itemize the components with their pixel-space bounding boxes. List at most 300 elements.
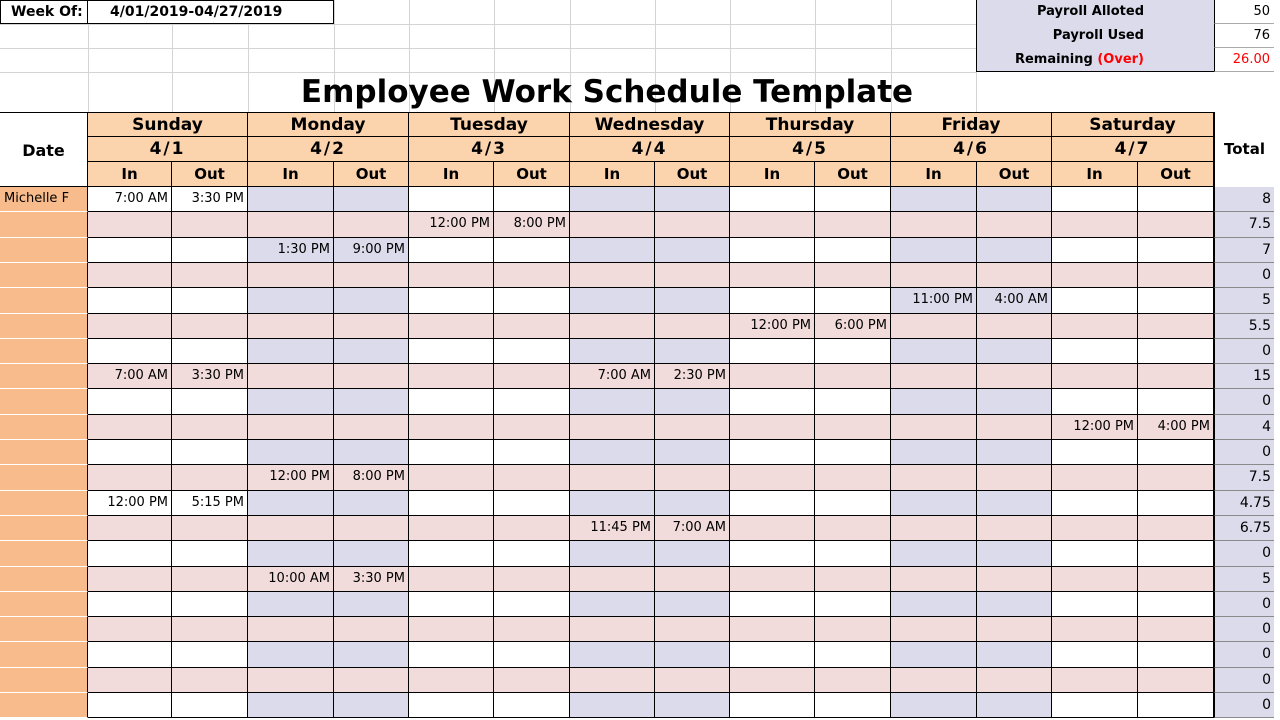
out-time-cell[interactable]: [977, 567, 1052, 592]
out-time-cell[interactable]: 3:30 PM: [172, 187, 248, 212]
row-total-cell[interactable]: 0: [1214, 693, 1274, 718]
in-time-cell[interactable]: [730, 668, 815, 693]
in-time-cell[interactable]: [891, 668, 977, 693]
out-time-cell[interactable]: [494, 693, 570, 718]
in-time-cell[interactable]: [570, 238, 655, 263]
out-time-cell[interactable]: [172, 288, 248, 314]
in-time-cell[interactable]: 12:00 PM: [248, 465, 334, 491]
employee-name-cell[interactable]: [0, 491, 88, 516]
in-time-cell[interactable]: [891, 389, 977, 415]
out-time-cell[interactable]: [815, 238, 891, 263]
in-time-cell[interactable]: [409, 238, 494, 263]
in-time-cell[interactable]: [1052, 617, 1138, 642]
out-time-cell[interactable]: [815, 364, 891, 389]
in-time-cell[interactable]: [570, 212, 655, 238]
in-time-cell[interactable]: [88, 288, 172, 314]
out-time-cell[interactable]: [1138, 617, 1214, 642]
out-time-cell[interactable]: [334, 314, 409, 339]
out-time-cell[interactable]: [494, 668, 570, 693]
in-time-cell[interactable]: [1052, 263, 1138, 288]
out-time-cell[interactable]: [172, 642, 248, 668]
out-time-cell[interactable]: [334, 491, 409, 516]
in-time-cell[interactable]: [1052, 642, 1138, 668]
out-time-cell[interactable]: [815, 693, 891, 718]
out-time-cell[interactable]: [494, 491, 570, 516]
in-time-cell[interactable]: [570, 592, 655, 617]
out-time-cell[interactable]: [334, 516, 409, 541]
out-time-cell[interactable]: 8:00 PM: [494, 212, 570, 238]
in-time-cell[interactable]: [570, 541, 655, 567]
out-time-cell[interactable]: [334, 415, 409, 440]
out-time-cell[interactable]: [655, 617, 730, 642]
week-of-value[interactable]: 4/01/2019-04/27/2019: [88, 0, 334, 24]
in-time-cell[interactable]: [409, 389, 494, 415]
in-time-cell[interactable]: [730, 187, 815, 212]
out-time-cell[interactable]: [172, 389, 248, 415]
out-time-cell[interactable]: [977, 212, 1052, 238]
out-time-cell[interactable]: [655, 541, 730, 567]
out-time-cell[interactable]: [1138, 212, 1214, 238]
out-time-cell[interactable]: [172, 238, 248, 263]
out-time-cell[interactable]: [977, 668, 1052, 693]
out-time-cell[interactable]: [172, 465, 248, 491]
in-time-cell[interactable]: [88, 567, 172, 592]
in-time-cell[interactable]: [409, 465, 494, 491]
out-time-cell[interactable]: [172, 668, 248, 693]
in-time-cell[interactable]: [409, 314, 494, 339]
employee-name-cell[interactable]: [0, 288, 88, 314]
out-time-cell[interactable]: [977, 541, 1052, 567]
out-time-cell[interactable]: [815, 339, 891, 364]
employee-name-cell[interactable]: [0, 617, 88, 642]
out-time-cell[interactable]: [494, 440, 570, 465]
out-time-cell[interactable]: 6:00 PM: [815, 314, 891, 339]
row-total-cell[interactable]: 0: [1214, 389, 1274, 415]
in-time-cell[interactable]: [248, 617, 334, 642]
out-time-cell[interactable]: [1138, 541, 1214, 567]
row-total-cell[interactable]: 15: [1214, 364, 1274, 389]
out-time-cell[interactable]: [977, 187, 1052, 212]
out-time-cell[interactable]: [815, 288, 891, 314]
out-time-cell[interactable]: [815, 541, 891, 567]
out-time-cell[interactable]: [977, 693, 1052, 718]
in-time-cell[interactable]: [409, 263, 494, 288]
in-time-cell[interactable]: [891, 567, 977, 592]
out-time-cell[interactable]: [655, 592, 730, 617]
in-time-cell[interactable]: [88, 238, 172, 263]
out-time-cell[interactable]: [494, 465, 570, 491]
in-time-cell[interactable]: [248, 693, 334, 718]
out-time-cell[interactable]: [1138, 567, 1214, 592]
payroll-alloted-value[interactable]: 50: [1214, 0, 1274, 24]
out-time-cell[interactable]: [815, 592, 891, 617]
in-time-cell[interactable]: [891, 642, 977, 668]
out-time-cell[interactable]: [977, 364, 1052, 389]
out-time-cell[interactable]: [334, 288, 409, 314]
out-time-cell[interactable]: [494, 339, 570, 364]
out-time-cell[interactable]: [172, 516, 248, 541]
employee-name-cell[interactable]: [0, 212, 88, 238]
out-time-cell[interactable]: [334, 263, 409, 288]
in-time-cell[interactable]: [88, 668, 172, 693]
row-total-cell[interactable]: 0: [1214, 592, 1274, 617]
in-time-cell[interactable]: [248, 314, 334, 339]
in-time-cell[interactable]: [409, 592, 494, 617]
in-time-cell[interactable]: 7:00 AM: [88, 364, 172, 389]
in-time-cell[interactable]: [88, 693, 172, 718]
in-time-cell[interactable]: [409, 567, 494, 592]
employee-name-cell[interactable]: [0, 263, 88, 288]
in-time-cell[interactable]: [891, 491, 977, 516]
in-time-cell[interactable]: [248, 389, 334, 415]
out-time-cell[interactable]: [655, 263, 730, 288]
in-time-cell[interactable]: [730, 389, 815, 415]
in-time-cell[interactable]: [891, 187, 977, 212]
in-time-cell[interactable]: [730, 212, 815, 238]
out-time-cell[interactable]: [494, 567, 570, 592]
out-time-cell[interactable]: [977, 415, 1052, 440]
out-time-cell[interactable]: [334, 187, 409, 212]
in-time-cell[interactable]: [570, 465, 655, 491]
out-time-cell[interactable]: [977, 339, 1052, 364]
in-time-cell[interactable]: [409, 440, 494, 465]
employee-name-cell[interactable]: [0, 238, 88, 263]
row-total-cell[interactable]: 5.5: [1214, 314, 1274, 339]
out-time-cell[interactable]: [655, 668, 730, 693]
out-time-cell[interactable]: [1138, 592, 1214, 617]
row-total-cell[interactable]: 5: [1214, 288, 1274, 314]
in-time-cell[interactable]: 10:00 AM: [248, 567, 334, 592]
employee-name-cell[interactable]: [0, 592, 88, 617]
in-time-cell[interactable]: [730, 541, 815, 567]
in-time-cell[interactable]: 12:00 PM: [730, 314, 815, 339]
in-time-cell[interactable]: [1052, 465, 1138, 491]
out-time-cell[interactable]: [334, 212, 409, 238]
in-time-cell[interactable]: [88, 212, 172, 238]
row-total-cell[interactable]: 7: [1214, 238, 1274, 263]
out-time-cell[interactable]: [977, 642, 1052, 668]
out-time-cell[interactable]: [334, 642, 409, 668]
out-time-cell[interactable]: [1138, 642, 1214, 668]
out-time-cell[interactable]: [494, 364, 570, 389]
out-time-cell[interactable]: [334, 693, 409, 718]
out-time-cell[interactable]: [1138, 491, 1214, 516]
in-time-cell[interactable]: [88, 516, 172, 541]
out-time-cell[interactable]: [172, 212, 248, 238]
employee-name-cell[interactable]: [0, 364, 88, 389]
out-time-cell[interactable]: [1138, 440, 1214, 465]
out-time-cell[interactable]: [172, 693, 248, 718]
out-time-cell[interactable]: 9:00 PM: [334, 238, 409, 263]
out-time-cell[interactable]: [655, 389, 730, 415]
out-time-cell[interactable]: [1138, 389, 1214, 415]
row-total-cell[interactable]: 5: [1214, 567, 1274, 592]
row-total-cell[interactable]: 0: [1214, 617, 1274, 642]
out-time-cell[interactable]: [977, 592, 1052, 617]
in-time-cell[interactable]: [248, 212, 334, 238]
out-time-cell[interactable]: 3:30 PM: [172, 364, 248, 389]
in-time-cell[interactable]: [409, 339, 494, 364]
in-time-cell[interactable]: 12:00 PM: [1052, 415, 1138, 440]
in-time-cell[interactable]: [1052, 364, 1138, 389]
in-time-cell[interactable]: 11:00 PM: [891, 288, 977, 314]
row-total-cell[interactable]: 6.75: [1214, 516, 1274, 541]
out-time-cell[interactable]: [977, 440, 1052, 465]
in-time-cell[interactable]: [1052, 238, 1138, 263]
out-time-cell[interactable]: [172, 263, 248, 288]
out-time-cell[interactable]: [334, 541, 409, 567]
in-time-cell[interactable]: [88, 465, 172, 491]
out-time-cell[interactable]: [172, 567, 248, 592]
out-time-cell[interactable]: [1138, 314, 1214, 339]
in-time-cell[interactable]: [891, 415, 977, 440]
in-time-cell[interactable]: [570, 567, 655, 592]
in-time-cell[interactable]: [730, 642, 815, 668]
in-time-cell[interactable]: 7:00 AM: [88, 187, 172, 212]
employee-name-cell[interactable]: [0, 440, 88, 465]
in-time-cell[interactable]: [730, 516, 815, 541]
out-time-cell[interactable]: [334, 339, 409, 364]
out-time-cell[interactable]: [172, 314, 248, 339]
in-time-cell[interactable]: [248, 288, 334, 314]
out-time-cell[interactable]: [172, 541, 248, 567]
out-time-cell[interactable]: [494, 617, 570, 642]
in-time-cell[interactable]: [409, 187, 494, 212]
out-time-cell[interactable]: [815, 465, 891, 491]
employee-name-cell[interactable]: [0, 389, 88, 415]
in-time-cell[interactable]: [409, 693, 494, 718]
in-time-cell[interactable]: [570, 187, 655, 212]
out-time-cell[interactable]: [815, 212, 891, 238]
out-time-cell[interactable]: [494, 389, 570, 415]
out-time-cell[interactable]: [655, 465, 730, 491]
in-time-cell[interactable]: [570, 288, 655, 314]
out-time-cell[interactable]: [1138, 263, 1214, 288]
in-time-cell[interactable]: [891, 541, 977, 567]
in-time-cell[interactable]: [570, 617, 655, 642]
out-time-cell[interactable]: [1138, 339, 1214, 364]
out-time-cell[interactable]: 5:15 PM: [172, 491, 248, 516]
in-time-cell[interactable]: 11:45 PM: [570, 516, 655, 541]
in-time-cell[interactable]: [570, 339, 655, 364]
out-time-cell[interactable]: [334, 668, 409, 693]
in-time-cell[interactable]: [730, 364, 815, 389]
employee-name-cell[interactable]: [0, 668, 88, 693]
out-time-cell[interactable]: [172, 440, 248, 465]
in-time-cell[interactable]: [1052, 693, 1138, 718]
in-time-cell[interactable]: [248, 187, 334, 212]
out-time-cell[interactable]: [1138, 187, 1214, 212]
in-time-cell[interactable]: [891, 314, 977, 339]
in-time-cell[interactable]: [409, 642, 494, 668]
employee-name-cell[interactable]: [0, 693, 88, 718]
in-time-cell[interactable]: 12:00 PM: [88, 491, 172, 516]
out-time-cell[interactable]: 8:00 PM: [334, 465, 409, 491]
in-time-cell[interactable]: [570, 263, 655, 288]
in-time-cell[interactable]: [409, 415, 494, 440]
in-time-cell[interactable]: [88, 440, 172, 465]
in-time-cell[interactable]: [409, 364, 494, 389]
out-time-cell[interactable]: [977, 263, 1052, 288]
in-time-cell[interactable]: [570, 415, 655, 440]
in-time-cell[interactable]: [248, 541, 334, 567]
in-time-cell[interactable]: [88, 339, 172, 364]
employee-name-cell[interactable]: [0, 339, 88, 364]
row-total-cell[interactable]: 0: [1214, 668, 1274, 693]
row-total-cell[interactable]: 7.5: [1214, 212, 1274, 238]
out-time-cell[interactable]: [655, 415, 730, 440]
in-time-cell[interactable]: [248, 668, 334, 693]
employee-name-cell[interactable]: [0, 567, 88, 592]
in-time-cell[interactable]: [730, 263, 815, 288]
out-time-cell[interactable]: [655, 642, 730, 668]
in-time-cell[interactable]: [891, 693, 977, 718]
out-time-cell[interactable]: [655, 288, 730, 314]
out-time-cell[interactable]: [172, 339, 248, 364]
out-time-cell[interactable]: [494, 516, 570, 541]
in-time-cell[interactable]: [88, 617, 172, 642]
out-time-cell[interactable]: 4:00 PM: [1138, 415, 1214, 440]
out-time-cell[interactable]: [494, 187, 570, 212]
out-time-cell[interactable]: [815, 389, 891, 415]
out-time-cell[interactable]: [1138, 668, 1214, 693]
out-time-cell[interactable]: [815, 642, 891, 668]
out-time-cell[interactable]: [494, 263, 570, 288]
in-time-cell[interactable]: [88, 314, 172, 339]
employee-name-cell[interactable]: [0, 415, 88, 440]
in-time-cell[interactable]: 1:30 PM: [248, 238, 334, 263]
in-time-cell[interactable]: [1052, 592, 1138, 617]
in-time-cell[interactable]: [248, 491, 334, 516]
in-time-cell[interactable]: [570, 491, 655, 516]
employee-name-cell[interactable]: [0, 642, 88, 668]
in-time-cell[interactable]: [570, 314, 655, 339]
in-time-cell[interactable]: 7:00 AM: [570, 364, 655, 389]
in-time-cell[interactable]: [730, 491, 815, 516]
out-time-cell[interactable]: [977, 465, 1052, 491]
in-time-cell[interactable]: [891, 440, 977, 465]
in-time-cell[interactable]: [248, 339, 334, 364]
in-time-cell[interactable]: [730, 288, 815, 314]
out-time-cell[interactable]: [815, 617, 891, 642]
in-time-cell[interactable]: [88, 642, 172, 668]
in-time-cell[interactable]: [730, 592, 815, 617]
out-time-cell[interactable]: [1138, 693, 1214, 718]
in-time-cell[interactable]: [248, 592, 334, 617]
in-time-cell[interactable]: [248, 516, 334, 541]
out-time-cell[interactable]: [815, 187, 891, 212]
in-time-cell[interactable]: 12:00 PM: [409, 212, 494, 238]
row-total-cell[interactable]: 4.75: [1214, 491, 1274, 516]
out-time-cell[interactable]: [815, 567, 891, 592]
out-time-cell[interactable]: 3:30 PM: [334, 567, 409, 592]
in-time-cell[interactable]: [730, 567, 815, 592]
out-time-cell[interactable]: [334, 364, 409, 389]
in-time-cell[interactable]: [1052, 567, 1138, 592]
in-time-cell[interactable]: [1052, 668, 1138, 693]
row-total-cell[interactable]: 8: [1214, 187, 1274, 212]
out-time-cell[interactable]: [172, 415, 248, 440]
in-time-cell[interactable]: [730, 617, 815, 642]
employee-name-cell[interactable]: [0, 541, 88, 567]
out-time-cell[interactable]: [655, 567, 730, 592]
in-time-cell[interactable]: [1052, 491, 1138, 516]
in-time-cell[interactable]: [891, 238, 977, 263]
in-time-cell[interactable]: [1052, 339, 1138, 364]
out-time-cell[interactable]: [977, 617, 1052, 642]
out-time-cell[interactable]: [172, 617, 248, 642]
in-time-cell[interactable]: [570, 668, 655, 693]
payroll-used-value[interactable]: 76: [1214, 24, 1274, 48]
out-time-cell[interactable]: [1138, 364, 1214, 389]
in-time-cell[interactable]: [409, 617, 494, 642]
out-time-cell[interactable]: [815, 491, 891, 516]
in-time-cell[interactable]: [891, 364, 977, 389]
out-time-cell[interactable]: [494, 415, 570, 440]
row-total-cell[interactable]: 0: [1214, 263, 1274, 288]
out-time-cell[interactable]: [494, 592, 570, 617]
in-time-cell[interactable]: [891, 465, 977, 491]
in-time-cell[interactable]: [1052, 314, 1138, 339]
out-time-cell[interactable]: [494, 642, 570, 668]
in-time-cell[interactable]: [409, 668, 494, 693]
out-time-cell[interactable]: [334, 617, 409, 642]
in-time-cell[interactable]: [730, 440, 815, 465]
out-time-cell[interactable]: [815, 516, 891, 541]
out-time-cell[interactable]: [655, 314, 730, 339]
in-time-cell[interactable]: [570, 440, 655, 465]
out-time-cell[interactable]: [172, 592, 248, 617]
in-time-cell[interactable]: [1052, 541, 1138, 567]
in-time-cell[interactable]: [248, 415, 334, 440]
in-time-cell[interactable]: [248, 440, 334, 465]
out-time-cell[interactable]: [977, 389, 1052, 415]
in-time-cell[interactable]: [88, 592, 172, 617]
row-total-cell[interactable]: 0: [1214, 642, 1274, 668]
out-time-cell[interactable]: [815, 415, 891, 440]
out-time-cell[interactable]: [1138, 516, 1214, 541]
out-time-cell[interactable]: [1138, 238, 1214, 263]
out-time-cell[interactable]: [815, 440, 891, 465]
in-time-cell[interactable]: [88, 389, 172, 415]
out-time-cell[interactable]: [655, 187, 730, 212]
out-time-cell[interactable]: [655, 212, 730, 238]
in-time-cell[interactable]: [409, 491, 494, 516]
in-time-cell[interactable]: [88, 541, 172, 567]
out-time-cell[interactable]: [815, 668, 891, 693]
out-time-cell[interactable]: [977, 491, 1052, 516]
in-time-cell[interactable]: [1052, 187, 1138, 212]
in-time-cell[interactable]: [891, 263, 977, 288]
row-total-cell[interactable]: 7.5: [1214, 465, 1274, 491]
out-time-cell[interactable]: 2:30 PM: [655, 364, 730, 389]
in-time-cell[interactable]: [1052, 389, 1138, 415]
out-time-cell[interactable]: [977, 314, 1052, 339]
in-time-cell[interactable]: [1052, 212, 1138, 238]
row-total-cell[interactable]: 0: [1214, 339, 1274, 364]
in-time-cell[interactable]: [1052, 516, 1138, 541]
in-time-cell[interactable]: [409, 288, 494, 314]
in-time-cell[interactable]: [88, 415, 172, 440]
payroll-remaining-value[interactable]: 26.00: [1214, 48, 1274, 72]
in-time-cell[interactable]: [1052, 288, 1138, 314]
in-time-cell[interactable]: [891, 212, 977, 238]
in-time-cell[interactable]: [1052, 440, 1138, 465]
out-time-cell[interactable]: [655, 339, 730, 364]
in-time-cell[interactable]: [891, 617, 977, 642]
in-time-cell[interactable]: [891, 516, 977, 541]
in-time-cell[interactable]: [570, 389, 655, 415]
